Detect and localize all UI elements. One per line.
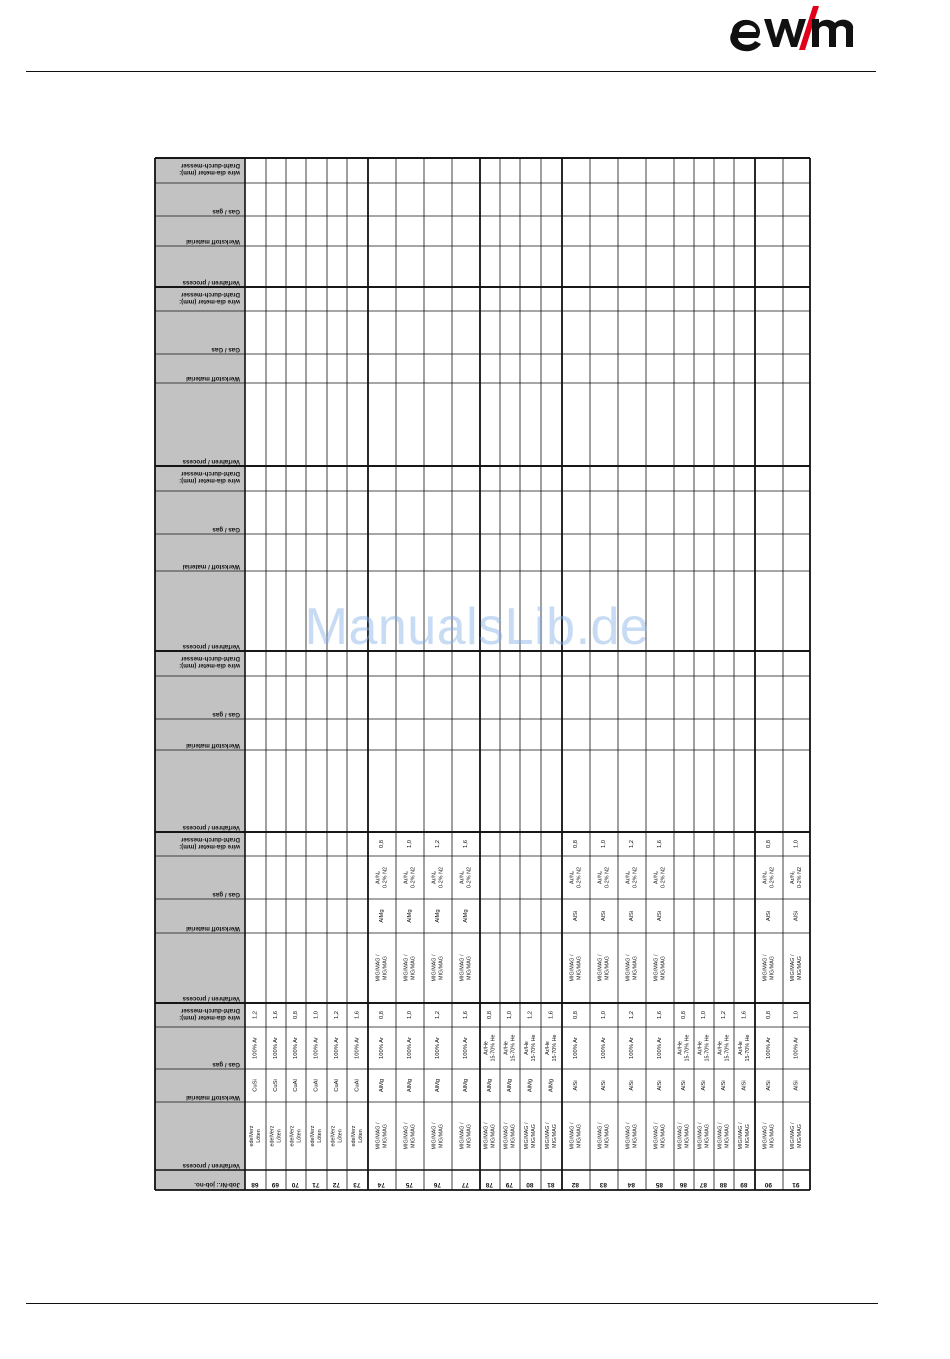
process-cell: MIG/MAG /	[653, 954, 660, 982]
header-cell-b3-f3	[179, 470, 241, 484]
header-label: Verfahren / process	[182, 643, 240, 650]
process-cell: MIG/MAG	[510, 1124, 517, 1148]
wire-diameter-cell: 1,0	[601, 1010, 607, 1020]
material-cell: CuAl	[354, 1079, 361, 1092]
gas-cell: Ar/N₂	[653, 871, 660, 884]
job-number: 79	[505, 1181, 513, 1188]
gas-cell: Ar/He	[524, 1041, 530, 1055]
process-cell: MIG/MAG /	[403, 954, 410, 982]
header-cell-b2-f1	[186, 742, 240, 749]
process-cell: Löten	[337, 1129, 344, 1143]
wire-diameter-cell: 0,8	[573, 1010, 579, 1020]
header-cell-b3-f2	[212, 526, 240, 533]
process-cell: MIG/MAG /	[569, 1122, 576, 1150]
gas-cell: 15-70% He	[490, 1034, 497, 1062]
wire-diameter-cell: 1,2	[435, 839, 441, 849]
header-label: Gas / gas	[212, 1061, 240, 1068]
gas-cell: Ar/N₂	[625, 871, 632, 884]
material-cell: AlMg	[548, 1078, 555, 1093]
gas-cell: Ar/He	[503, 1041, 510, 1055]
material-cell: AlMg	[487, 1078, 493, 1093]
process-cell: MIG/MAG /	[625, 954, 632, 982]
material-cell: AlMg	[379, 909, 385, 923]
wire-diameter-cell: 1,6	[273, 1010, 279, 1020]
gas-cell: Ar/He	[738, 1041, 744, 1055]
material-cell: AlSi	[657, 910, 663, 922]
process-cell: MIG/MAG /	[738, 1122, 744, 1150]
header-label: Draht-durch-messer	[180, 1007, 240, 1014]
gas-cell: 0-2% N2	[797, 867, 803, 888]
process-cell: MIG/MAG	[531, 1124, 537, 1148]
header-label: Draht-durch-messer	[180, 470, 240, 477]
job-number: 72	[332, 1181, 340, 1188]
material-cell: AlMg	[463, 909, 469, 923]
header-label: Gas / gas	[212, 526, 240, 533]
watermark: ManualsLib.de	[304, 598, 650, 656]
gas-cell: Ar/N₂	[403, 871, 410, 884]
header-label: Verfahren / process	[182, 824, 240, 831]
process-cell: MIG/MAG	[684, 1124, 691, 1148]
job-number: 82	[571, 1181, 579, 1188]
header-label: Draht-durch-messer	[180, 162, 240, 169]
gas-cell: 100% Ar	[273, 1037, 279, 1059]
wire-diameter-cell: 1,2	[527, 1010, 534, 1020]
gas-cell: 0-2% N2	[576, 867, 583, 888]
process-cell: MIG/MAG /	[677, 1122, 684, 1150]
material-cell: CuAl	[293, 1079, 299, 1092]
gas-cell: 0-2% N2	[604, 867, 611, 888]
process-cell: Löten	[276, 1129, 283, 1143]
header-cell-b1-f3	[179, 836, 241, 850]
wire-diameter-cell: 1,2	[334, 1010, 340, 1020]
job-number: 91	[792, 1181, 800, 1188]
gas-cell: 100% Ar	[354, 1037, 361, 1059]
process-cell: MIG/MAG	[769, 1124, 776, 1148]
gas-cell: 0-2% N2	[410, 867, 417, 888]
header-label: wire dia-meter (mm):	[179, 169, 240, 176]
wire-diameter-cell: 1,0	[507, 1010, 513, 1020]
process-cell: MIG/MAG	[466, 1124, 473, 1148]
header-cell-b3-f0	[182, 643, 240, 650]
header-label: wire dia-meter (mm):	[179, 843, 240, 850]
material-cell: CuAl	[334, 1079, 340, 1092]
header-cell-b0-f3	[179, 1007, 241, 1021]
wire-diameter-cell: 1,6	[657, 1010, 663, 1020]
material-cell: AlSi	[629, 910, 635, 922]
material-cell: AlMg	[407, 909, 413, 923]
process-cell: MIG/MAG /	[503, 1122, 510, 1150]
wire-diameter-cell: 0,8	[293, 1010, 299, 1020]
process-cell: MIG/MAG	[632, 1124, 639, 1148]
wire-diameter-cell: 1,0	[601, 839, 607, 849]
wire-diameter-cell: 1,0	[701, 1010, 707, 1020]
process-cell: MIG/MAG /	[459, 1122, 466, 1150]
header-cell-b1-f0	[182, 995, 240, 1002]
header-label: Werkstoff material	[186, 925, 240, 932]
process-cell: MIG/MAG	[410, 1124, 417, 1148]
material-cell: AlSi	[741, 1080, 748, 1091]
wire-diameter-cell: 0,8	[766, 1010, 772, 1020]
process-cell: MIG/MAG /	[697, 1122, 704, 1150]
header-label: Draht-durch-messer	[180, 836, 240, 843]
wire-diameter-cell: 0,8	[379, 1010, 385, 1020]
header-label: wire dia-meter (mm):	[179, 298, 240, 305]
gas-cell: 15-70% He	[552, 1034, 558, 1062]
wire-diameter-cell: 1,2	[629, 839, 635, 849]
material-cell: CuSi	[252, 1079, 259, 1092]
gas-cell: 0-2% N2	[769, 867, 776, 888]
process-cell: MIG/MAG /	[375, 954, 382, 982]
process-cell: MIG/MAG /	[431, 954, 438, 982]
header-cell-b1-f2	[212, 891, 240, 898]
gas-cell: 100% Ar	[334, 1037, 340, 1059]
gas-cell: 100% Ar	[573, 1037, 579, 1059]
process-cell: edelVerz	[310, 1125, 316, 1147]
process-cell: MIG/MAG	[438, 956, 445, 980]
gas-cell: 0-2% N2	[382, 867, 389, 888]
material-cell: AlMg	[435, 909, 441, 923]
gas-cell: 15-70% He	[745, 1034, 751, 1062]
wire-diameter-cell: 0,8	[766, 839, 772, 849]
process-cell: MIG/MAG	[660, 956, 667, 980]
gas-cell: 100% Ar	[293, 1037, 299, 1059]
process-cell: edelVerz	[330, 1125, 337, 1147]
material-cell: AlSi	[657, 1080, 663, 1091]
gas-cell: Ar/N₂	[569, 871, 576, 884]
material-cell: AlSi	[793, 910, 800, 922]
header-label: Werkstoff material	[186, 742, 240, 749]
job-number: 74	[377, 1181, 385, 1188]
wire-diameter-cell: 1,6	[548, 1010, 555, 1020]
wire-diameter-cell: 1,2	[435, 1010, 441, 1020]
gas-cell: 100% Ar	[793, 1037, 800, 1059]
material-cell: AlMg	[379, 1078, 385, 1093]
header-label: Werkstoff material	[186, 1094, 240, 1101]
material-cell: CuSi	[273, 1079, 279, 1092]
gas-cell: Ar/N₂	[375, 871, 382, 884]
process-cell: edelVerz	[269, 1125, 276, 1147]
gas-cell: Ar/N₂	[597, 871, 604, 884]
process-cell: MIG/MAG	[466, 956, 473, 980]
process-cell: MIG/MAG	[604, 1124, 611, 1148]
wire-diameter-cell: 1,2	[721, 1010, 727, 1020]
wire-diameter-cell: 1,6	[354, 1010, 361, 1020]
process-cell: MIG/MAG /	[375, 1122, 382, 1150]
material-cell: AlSi	[701, 1080, 707, 1091]
material-cell: AlSi	[601, 1080, 607, 1091]
header-cell-b5-f3	[179, 162, 241, 176]
process-cell: MIG/MAG	[552, 1124, 558, 1148]
header-label: Verfahren / process	[182, 995, 240, 1002]
process-cell: MIG/MAG /	[403, 1122, 410, 1150]
job-number: 75	[405, 1181, 413, 1188]
job-number: 81	[547, 1181, 555, 1188]
header-label: Werkstoff material	[186, 238, 240, 245]
process-cell: MIG/MAG /	[653, 1122, 660, 1150]
header-cell-b3-f1	[182, 563, 240, 570]
gas-cell: 15-70% He	[531, 1034, 537, 1062]
material-cell: AlSi	[766, 910, 772, 922]
process-cell: MIG/MAG /	[569, 954, 576, 982]
gas-cell: Ar/N₂	[790, 871, 796, 884]
gas-cell: 0-2% N2	[632, 867, 639, 888]
header-label: Gas / gas	[212, 711, 240, 718]
header-label: Verfahren / process	[182, 1162, 240, 1169]
process-cell: MIG/MAG	[382, 956, 389, 980]
gas-cell: 100% Ar	[313, 1037, 320, 1059]
job-number: 76	[433, 1181, 441, 1188]
process-cell: MIG/MAG /	[790, 1122, 796, 1150]
gas-cell: 100% Ar	[252, 1037, 259, 1059]
header-label: Verfahren / process	[182, 279, 240, 286]
gas-cell: Ar/He	[677, 1041, 684, 1055]
header-label: Draht-durch-messer	[180, 655, 240, 662]
gas-cell: Ar/N₂	[459, 871, 466, 884]
gas-cell: 15-70% He	[510, 1034, 517, 1062]
header-cell-b5-f0	[182, 279, 240, 286]
gas-cell: 100% Ar	[407, 1037, 413, 1059]
wire-diameter-cell: 0,8	[379, 839, 385, 849]
material-cell: AlSi	[573, 1080, 579, 1091]
gas-cell: 100% Ar	[463, 1037, 469, 1059]
process-cell: MIG/MAG	[410, 956, 417, 980]
job-number: 86	[679, 1181, 687, 1188]
gas-cell: Ar/He	[717, 1041, 724, 1055]
process-cell: MIG/MAG	[604, 956, 611, 980]
wire-diameter-cell: 1,6	[657, 839, 663, 849]
process-cell: MIG/MAG /	[524, 1122, 530, 1150]
process-cell: MIG/MAG /	[762, 954, 769, 982]
header-label: Verfahren / process	[182, 458, 240, 465]
process-cell: MIG/MAG	[576, 1124, 583, 1148]
process-cell: MIG/MAG /	[597, 954, 604, 982]
material-cell: AlSi	[681, 1080, 687, 1091]
process-cell: edelVerz	[289, 1125, 296, 1147]
job-number: 73	[353, 1181, 361, 1188]
header-cell-b4-f0	[182, 458, 240, 465]
process-cell: MIG/MAG	[704, 1124, 711, 1148]
header-label: Werkstoff material	[186, 375, 240, 382]
gas-cell: 100% Ar	[657, 1037, 663, 1059]
gas-cell: Ar/He	[483, 1041, 490, 1055]
process-cell: MIG/MAG /	[625, 1122, 632, 1150]
header-cell-b0-f2	[212, 1061, 240, 1068]
header-cell-b2-f2	[212, 711, 240, 718]
material-cell: AlMg	[463, 1078, 469, 1093]
process-cell: MIG/MAG	[382, 1124, 389, 1148]
wire-diameter-cell: 0,8	[487, 1010, 493, 1020]
gas-cell: 15-70% He	[684, 1034, 691, 1062]
header-label: wire dia-meter (mm):	[179, 1014, 240, 1021]
material-cell: AlSi	[601, 910, 607, 922]
wire-diameter-cell: 1,2	[629, 1010, 635, 1020]
wire-diameter-cell: 1,6	[463, 839, 469, 849]
process-cell: MIG/MAG /	[717, 1122, 724, 1150]
process-cell: Löten	[256, 1129, 262, 1143]
material-cell: AlSi	[766, 1080, 772, 1091]
job-number: 84	[627, 1181, 635, 1188]
process-cell: MIG/MAG	[632, 956, 639, 980]
header-column-fill	[155, 158, 245, 1190]
header-label: Gas / gas	[212, 891, 240, 898]
gas-cell: Ar/He	[545, 1041, 551, 1055]
gas-cell: 15-70% He	[704, 1034, 711, 1062]
process-cell: MIG/MAG	[797, 1124, 803, 1148]
job-number: 68	[251, 1181, 259, 1188]
job-number: 69	[271, 1181, 279, 1188]
process-cell: MIG/MAG /	[431, 1122, 438, 1150]
gas-cell: Ar/N₂	[431, 871, 438, 884]
material-cell: AlSi	[721, 1080, 727, 1091]
wire-diameter-cell: 0,8	[573, 839, 579, 849]
header-label: Gas / gas	[212, 208, 240, 215]
gas-cell: 100% Ar	[601, 1037, 607, 1059]
material-cell: AlSi	[573, 910, 579, 922]
header-cell-b1-f1	[186, 925, 240, 932]
header-cell-b0-f1	[186, 1094, 240, 1101]
process-cell: MIG/MAG	[769, 956, 776, 980]
material-cell: AlSi	[793, 1080, 800, 1091]
job-number: 77	[461, 1181, 469, 1188]
header-label: wire dia-meter (mm):	[179, 662, 240, 669]
wire-diameter-cell: 1,0	[793, 839, 800, 849]
process-cell: MIG/MAG /	[790, 954, 796, 982]
footer-rule	[26, 1303, 878, 1304]
gas-cell: 15-70% He	[724, 1034, 731, 1062]
gas-cell: 100% Ar	[629, 1037, 635, 1059]
wire-diameter-cell: 1,0	[313, 1010, 320, 1020]
header-cell-b2-f0	[182, 824, 240, 831]
process-cell: MIG/MAG /	[483, 1122, 490, 1150]
wire-diameter-cell: 1,0	[407, 1010, 413, 1020]
gas-cell: Ar/He	[697, 1041, 704, 1055]
process-cell: edelVerz	[249, 1125, 255, 1147]
job-column-header: Job-Nr.: job-no.	[194, 1181, 240, 1188]
material-cell: AlMg	[435, 1078, 441, 1093]
job-number: 70	[291, 1181, 299, 1188]
gas-cell: 100% Ar	[766, 1037, 772, 1059]
header-label: Gas / Gas	[211, 346, 240, 353]
process-cell: MIG/MAG	[660, 1124, 667, 1148]
wire-diameter-cell: 0,8	[681, 1010, 687, 1020]
process-cell: MIG/MAG	[745, 1124, 751, 1148]
material-cell: AlSi	[629, 1080, 635, 1091]
wire-diameter-cell: 1,2	[252, 1010, 259, 1020]
material-cell: AlMg	[527, 1078, 534, 1093]
gas-cell: 0-2% N2	[466, 867, 473, 888]
gas-cell: 100% Ar	[435, 1037, 441, 1059]
wire-diameter-cell: 1,0	[407, 839, 413, 849]
material-cell: AlMg	[507, 1078, 513, 1093]
process-cell: MIG/MAG /	[459, 954, 466, 982]
process-cell: MIG/MAG	[576, 956, 583, 980]
header-cell-b0-f0	[182, 1162, 240, 1169]
job-number: 80	[526, 1181, 534, 1188]
job-number: 88	[719, 1181, 727, 1188]
process-cell: Löten	[317, 1129, 323, 1143]
gas-cell: 0-2% N2	[438, 867, 445, 888]
job-number: 87	[699, 1181, 707, 1188]
header-cell-b5-f1	[186, 238, 240, 245]
header-cell-b4-f2	[211, 346, 240, 353]
job-number: 78	[485, 1181, 493, 1188]
process-cell: MIG/MAG /	[762, 1122, 769, 1150]
header-label: Werkstoff / material	[182, 563, 240, 570]
process-cell: MIG/MAG /	[545, 1122, 551, 1150]
process-cell: MIG/MAG	[797, 956, 803, 980]
job-number: 83	[599, 1181, 607, 1188]
material-cell: CuAl	[313, 1079, 320, 1092]
process-cell: Löten	[296, 1129, 303, 1143]
job-number: 89	[740, 1181, 748, 1188]
gas-cell: Ar/N₂	[762, 871, 769, 884]
process-cell: Löten	[358, 1129, 364, 1143]
gas-cell: 0-2% N2	[660, 867, 667, 888]
header-cell-b2-f3	[179, 655, 241, 669]
process-cell: edelVerz	[351, 1125, 357, 1147]
header-label: wire dia-meter (mm):	[179, 477, 240, 484]
process-cell: MIG/MAG	[490, 1124, 497, 1148]
wire-diameter-cell: 1,6	[741, 1010, 748, 1020]
process-cell: MIG/MAG /	[597, 1122, 604, 1150]
job-number: 85	[655, 1181, 663, 1188]
header-cell-b5-f2	[212, 208, 240, 215]
header-cell-b4-f1	[186, 375, 240, 382]
process-cell: MIG/MAG	[724, 1124, 731, 1148]
job-number: 71	[312, 1181, 320, 1188]
material-cell: AlMg	[407, 1078, 413, 1093]
job-number: 90	[764, 1181, 772, 1188]
wire-diameter-cell: 1,0	[793, 1010, 800, 1020]
wire-diameter-cell: 1,6	[463, 1010, 469, 1020]
header-cell-b4-f3	[179, 291, 241, 305]
gas-cell: 100% Ar	[379, 1037, 385, 1059]
process-cell: MIG/MAG	[438, 1124, 445, 1148]
header-label: Draht-durch-messer	[180, 291, 240, 298]
